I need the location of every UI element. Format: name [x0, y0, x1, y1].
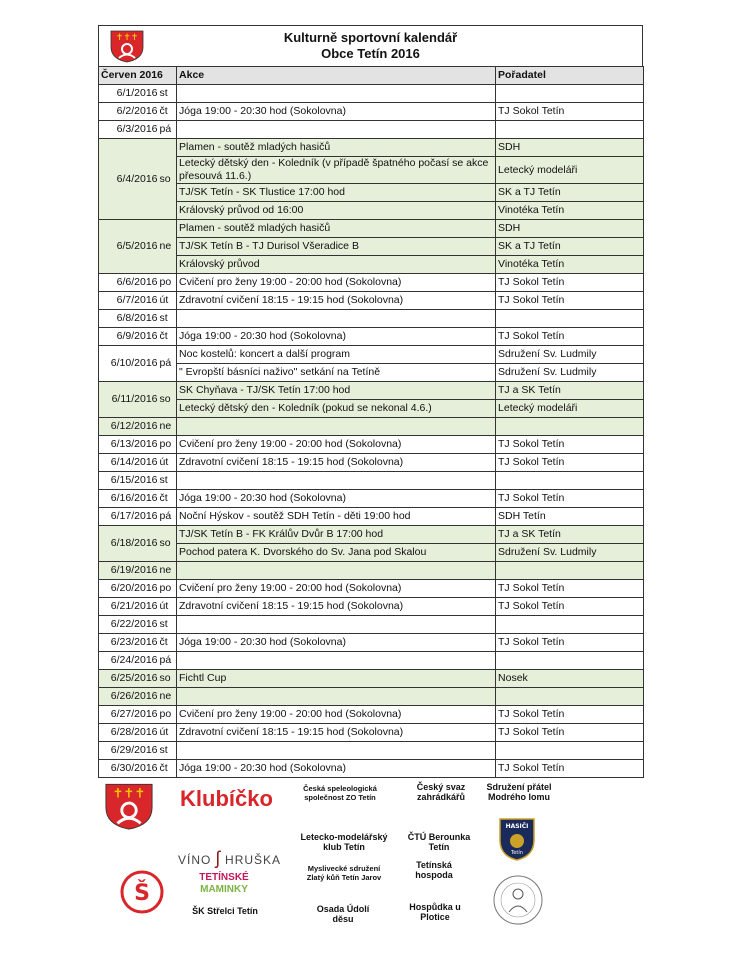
weekday-cell: pá: [159, 121, 177, 139]
table-row: [99, 472, 644, 490]
organizer-cell: [496, 742, 644, 760]
weekday-cell: pá: [159, 652, 177, 670]
date-cell: 6/12/2016: [99, 418, 159, 436]
date-cell: 6/7/2016: [99, 292, 159, 310]
table-row: [99, 454, 644, 472]
weekday-cell: čt: [159, 634, 177, 652]
weekday-cell: ne: [159, 418, 177, 436]
date-cell: 6/16/2016: [99, 490, 159, 508]
table-row: [99, 544, 644, 562]
date-cell: 6/19/2016: [99, 562, 159, 580]
date-cell: 6/26/2016: [99, 688, 159, 706]
date-cell: 6/1/2016: [99, 85, 159, 103]
organizer-cell: Letecký modeláři: [496, 400, 644, 418]
event-cell: Fichtl Cup: [177, 670, 496, 688]
tetinske-maminky-logo: [183, 872, 265, 896]
event-cell: Letecký dětský den - Koledník (pokud se nekonal 4.6.): [177, 400, 496, 418]
organizer-cell: TJ Sokol Tetín: [496, 274, 644, 292]
event-cell: [177, 616, 496, 634]
event-cell: Královský průvod: [177, 256, 496, 274]
event-cell: Pochod patera K. Dvorského do Sv. Jana pod Skalou: [177, 544, 496, 562]
organizer-cell: Vinotéka Tetín: [496, 256, 644, 274]
table-row: [99, 634, 644, 652]
event-cell: Noc kostelů: koncert a další program: [177, 346, 496, 364]
table-row: [99, 418, 644, 436]
col-organizer-header: Pořadatel: [496, 67, 644, 85]
weekday-cell: st: [159, 85, 177, 103]
organizer-cell: [496, 310, 644, 328]
weekday-cell: so: [159, 139, 177, 220]
letecko-text: Letecko-modelářský klub Tetín: [300, 832, 388, 852]
ludmila-seal-icon: [492, 874, 544, 926]
table-row: [99, 184, 644, 202]
organizer-cell: TJ a SK Tetín: [496, 382, 644, 400]
event-cell: Zdravotní cvičení 18:15 - 19:15 hod (Sokolovna): [177, 598, 496, 616]
event-cell: [177, 121, 496, 139]
calendar-sheet: [98, 25, 643, 778]
organizer-cell: Sdružení Sv. Ludmily: [496, 544, 644, 562]
organizer-cell: Sdružení Sv. Ludmily: [496, 364, 644, 382]
date-cell: 6/10/2016: [99, 346, 159, 382]
table-row: [99, 103, 644, 121]
event-cell: Jóga 19:00 - 20:30 hod (Sokolovna): [177, 760, 496, 778]
weekday-cell: ne: [159, 562, 177, 580]
date-cell: 6/8/2016: [99, 310, 159, 328]
table-row: [99, 706, 644, 724]
weekday-cell: so: [159, 670, 177, 688]
event-cell: [177, 688, 496, 706]
weekday-cell: ne: [159, 688, 177, 706]
weekday-cell: čt: [159, 328, 177, 346]
table-row: [99, 580, 644, 598]
organizer-cell: TJ Sokol Tetín: [496, 760, 644, 778]
table-row: [99, 328, 644, 346]
table-row: [99, 742, 644, 760]
date-cell: 6/25/2016: [99, 670, 159, 688]
event-cell: [177, 310, 496, 328]
weekday-cell: so: [159, 526, 177, 562]
date-cell: 6/9/2016: [99, 328, 159, 346]
event-cell: [177, 472, 496, 490]
organizer-cell: TJ Sokol Tetín: [496, 706, 644, 724]
date-cell: 6/24/2016: [99, 652, 159, 670]
plotice-text: Hospůdka u Plotice: [409, 902, 461, 922]
event-cell: Zdravotní cvičení 18:15 - 19:15 hod (Sokolovna): [177, 454, 496, 472]
date-cell: 6/4/2016: [99, 139, 159, 220]
organizer-cell: TJ Sokol Tetín: [496, 454, 644, 472]
table-row: [99, 598, 644, 616]
event-cell: [177, 562, 496, 580]
event-cell: [177, 742, 496, 760]
event-cell: SK Chyňava - TJ/SK Tetín 17:00 hod: [177, 382, 496, 400]
weekday-cell: po: [159, 274, 177, 292]
zahradkari-text: Český svaz zahrádkářů: [416, 782, 466, 802]
col-month-header: Červen 2016: [99, 67, 177, 85]
event-cell: Noční Hýskov - soutěž SDH Tetín - děti 19:00 hod: [177, 508, 496, 526]
date-cell: 6/2/2016: [99, 103, 159, 121]
svg-text:✝✝✝: ✝✝✝: [112, 786, 146, 802]
event-cell: TJ/SK Tetín B - FK Králův Dvůr B 17:00 hod: [177, 526, 496, 544]
organizer-cell: SK a TJ Tetín: [496, 238, 644, 256]
organizer-cell: TJ Sokol Tetín: [496, 598, 644, 616]
date-cell: 6/27/2016: [99, 706, 159, 724]
col-event-header: Akce: [177, 67, 496, 85]
date-cell: 6/30/2016: [99, 760, 159, 778]
weekday-cell: pá: [159, 346, 177, 382]
weekday-cell: út: [159, 454, 177, 472]
klubicko-logo: Klubíčko: [180, 786, 273, 811]
organizer-cell: [496, 688, 644, 706]
date-cell: 6/6/2016: [99, 274, 159, 292]
hospoda-text: Tetínská hospoda: [415, 860, 453, 880]
date-cell: 6/22/2016: [99, 616, 159, 634]
table-row: [99, 436, 644, 454]
weekday-cell: čt: [159, 103, 177, 121]
event-cell: TJ/SK Tetín - SK Tlustice 17:00 hod: [177, 184, 496, 202]
hasici-badge-icon: [497, 816, 537, 862]
hasici-sub-label: Tetín: [511, 850, 523, 856]
table-row: [99, 256, 644, 274]
modry-lom-text: Sdružení přátel Modrého lomu: [486, 782, 552, 802]
speleo-text: Česká speleologická společnost ZO Tetín: [303, 784, 377, 802]
table-header-row: [99, 67, 644, 85]
table-row: [99, 364, 644, 382]
event-cell: [177, 652, 496, 670]
event-cell: TJ/SK Tetín B - TJ Durisol Všeradice B: [177, 238, 496, 256]
event-cell: Letecký dětský den - Koledník (v případě špatného počasí se akce přesouvá 11.6.): [177, 157, 496, 184]
organizer-cell: TJ Sokol Tetín: [496, 634, 644, 652]
table-row: [99, 139, 644, 157]
table-row: [99, 526, 644, 544]
event-cell: Plamen - soutěž mladých hasičů: [177, 139, 496, 157]
table-row: [99, 688, 644, 706]
event-cell: Jóga 19:00 - 20:30 hod (Sokolovna): [177, 328, 496, 346]
organizer-cell: [496, 616, 644, 634]
weekday-cell: st: [159, 616, 177, 634]
table-row: [99, 220, 644, 238]
date-cell: 6/14/2016: [99, 454, 159, 472]
table-row: [99, 85, 644, 103]
vino-glyph-icon: ʃ: [215, 848, 221, 868]
table-row: [99, 760, 644, 778]
date-cell: 6/3/2016: [99, 121, 159, 139]
organizer-cell: SDH Tetín: [496, 508, 644, 526]
organizer-cell: TJ Sokol Tetín: [496, 328, 644, 346]
weekday-cell: út: [159, 724, 177, 742]
weekday-cell: po: [159, 580, 177, 598]
date-cell: 6/29/2016: [99, 742, 159, 760]
table-row: [99, 202, 644, 220]
title-line-2: Obce Tetín 2016: [321, 46, 420, 61]
event-cell: Cvičení pro ženy 19:00 - 20:00 hod (Sokolovna): [177, 706, 496, 724]
organizer-cell: TJ Sokol Tetín: [496, 292, 644, 310]
sk-strelci-text: ŠK Střelci Tetín: [192, 906, 258, 916]
date-cell: 6/21/2016: [99, 598, 159, 616]
table-row: [99, 652, 644, 670]
event-cell: Královský průvod od 16:00: [177, 202, 496, 220]
weekday-cell: st: [159, 310, 177, 328]
organizer-cell: Sdružení Sv. Ludmily: [496, 346, 644, 364]
organizer-cell: TJ Sokol Tetín: [496, 436, 644, 454]
weekday-cell: pá: [159, 508, 177, 526]
table-row: [99, 292, 644, 310]
organizer-cell: TJ Sokol Tetín: [496, 490, 644, 508]
table-row: [99, 274, 644, 292]
vino-hruska-logo: [178, 848, 281, 869]
organizer-cell: [496, 85, 644, 103]
weekday-cell: čt: [159, 490, 177, 508]
vino-text: VÍNO: [178, 853, 212, 867]
table-row: [99, 382, 644, 400]
mysl-text: Myslivecké sdružení Zlatý kůň Tetín Jarov: [306, 864, 382, 882]
table-row: [99, 346, 644, 364]
weekday-cell: so: [159, 382, 177, 418]
event-cell: Zdravotní cvičení 18:15 - 19:15 hod (Sokolovna): [177, 292, 496, 310]
sk-strelci-logo-icon: [120, 870, 164, 914]
table-row: [99, 157, 644, 184]
table-row: [99, 490, 644, 508]
event-cell: " Evropští básníci naživo" setkání na Tetíně: [177, 364, 496, 382]
organizer-cell: [496, 418, 644, 436]
weekday-cell: čt: [159, 760, 177, 778]
table-row: [99, 121, 644, 139]
date-cell: 6/17/2016: [99, 508, 159, 526]
sponsor-footer: [0, 776, 742, 960]
table-row: [99, 724, 644, 742]
organizer-cell: TJ a SK Tetín: [496, 526, 644, 544]
svg-text:✝✝✝: ✝✝✝: [115, 33, 139, 43]
date-cell: 6/13/2016: [99, 436, 159, 454]
event-cell: [177, 418, 496, 436]
organizer-cell: SDH: [496, 139, 644, 157]
weekday-cell: út: [159, 598, 177, 616]
osada-text: Osada Údolí děsu: [316, 904, 370, 924]
organizer-cell: SK a TJ Tetín: [496, 184, 644, 202]
weekday-cell: út: [159, 292, 177, 310]
event-cell: Plamen - soutěž mladých hasičů: [177, 220, 496, 238]
organizer-cell: Letecký modeláři: [496, 157, 644, 184]
weekday-cell: po: [159, 436, 177, 454]
organizer-cell: TJ Sokol Tetín: [496, 724, 644, 742]
event-cell: Jóga 19:00 - 20:30 hod (Sokolovna): [177, 103, 496, 121]
table-row: [99, 562, 644, 580]
table-row: [99, 508, 644, 526]
event-cell: Cvičení pro ženy 19:00 - 20:00 hod (Sokolovna): [177, 580, 496, 598]
organizer-cell: TJ Sokol Tetín: [496, 580, 644, 598]
date-cell: 6/18/2016: [99, 526, 159, 562]
table-row: [99, 400, 644, 418]
events-table: [98, 66, 644, 778]
organizer-cell: [496, 472, 644, 490]
tetin-crest-large-icon: [103, 778, 155, 834]
hasici-label: HASIČI: [505, 823, 529, 830]
event-cell: Cvičení pro ženy 19:00 - 20:00 hod (Sokolovna): [177, 274, 496, 292]
table-row: [99, 616, 644, 634]
event-cell: Cvičení pro ženy 19:00 - 20:00 hod (Sokolovna): [177, 436, 496, 454]
organizer-cell: Vinotéka Tetín: [496, 202, 644, 220]
weekday-cell: po: [159, 706, 177, 724]
date-cell: 6/15/2016: [99, 472, 159, 490]
weekday-cell: ne: [159, 220, 177, 274]
date-cell: 6/5/2016: [99, 220, 159, 274]
title-line-1: Kulturně sportovní kalendář: [283, 30, 458, 45]
event-cell: [177, 85, 496, 103]
organizer-cell: [496, 652, 644, 670]
organizer-cell: TJ Sokol Tetín: [496, 103, 644, 121]
organizer-cell: SDH: [496, 220, 644, 238]
weekday-cell: st: [159, 742, 177, 760]
organizer-cell: [496, 562, 644, 580]
organizer-cell: Nosek: [496, 670, 644, 688]
hruska-text: HRUŠKA: [225, 853, 282, 867]
date-cell: 6/23/2016: [99, 634, 159, 652]
event-cell: Zdravotní cvičení 18:15 - 19:15 hod (Sokolovna): [177, 724, 496, 742]
weekday-cell: st: [159, 472, 177, 490]
tetinske-text: TETÍNSKÉ: [199, 872, 249, 883]
event-cell: Jóga 19:00 - 20:30 hod (Sokolovna): [177, 490, 496, 508]
svg-text:Š: Š: [134, 881, 150, 906]
event-cell: Jóga 19:00 - 20:30 hod (Sokolovna): [177, 634, 496, 652]
date-cell: 6/28/2016: [99, 724, 159, 742]
ctu-text: ČTÚ Berounka Tetín: [407, 832, 471, 852]
date-cell: 6/11/2016: [99, 382, 159, 418]
organizer-cell: [496, 121, 644, 139]
table-row: [99, 238, 644, 256]
title-box: [98, 25, 643, 66]
table-row: [99, 310, 644, 328]
table-row: [99, 670, 644, 688]
date-cell: 6/20/2016: [99, 580, 159, 598]
maminky-text: MAMINKY: [200, 884, 248, 895]
